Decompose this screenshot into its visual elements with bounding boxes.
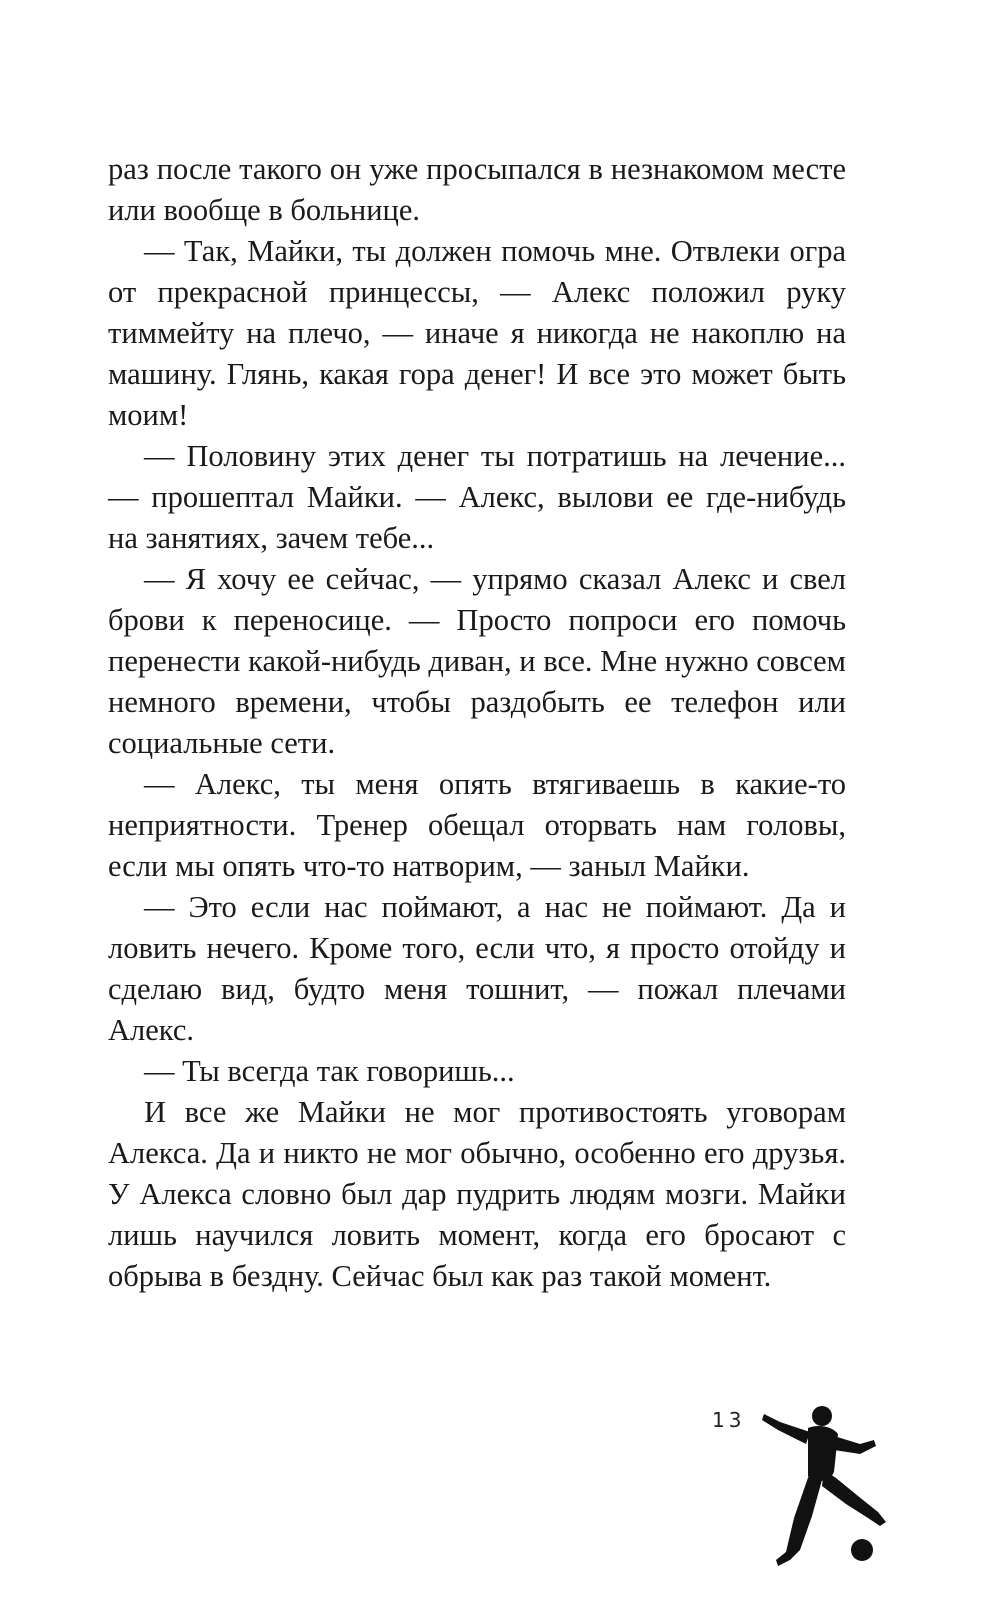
soccer-player-icon	[760, 1400, 890, 1575]
paragraph-4: — Я хочу ее сейчас, — упрямо сказал Алекс и свел брови к переносице. — Просто попроси его помочь перенести какой-нибудь диван, и все. Мне нужно совсем немного времени, чтобы раздобыть ее телефон или социальные сети.	[108, 562, 846, 760]
paragraph-2: — Так, Майки, ты должен помочь мне. Отвлеки огра от прекрасной принцессы, — Алекс положил руку тиммейту на плечо, — иначе я никогда не накоплю на машину. Глянь, какая гора денег! И все это может быть моим!	[108, 234, 846, 432]
paragraph-3: — Половину этих денег ты потратишь на лечение... — прошептал Майки. — Алекс, вылови ее где-нибудь на занятиях, зачем тебе...	[108, 439, 846, 555]
page-body-text	[108, 149, 846, 1297]
page-number: 13	[712, 1408, 746, 1432]
paragraph-1: раз после такого он уже просыпался в незнакомом месте или вообще в больнице.	[108, 152, 846, 227]
paragraph-6: — Это если нас поймают, а нас не поймают. Да и ловить нечего. Кроме того, если что, я просто отойду и сделаю вид, будто меня тошнит, — пожал плечами Алекс.	[108, 890, 846, 1047]
paragraph-8: И все же Майки не мог противостоять уговорам Алекса. Да и никто не мог обычно, особенно его друзья. У Алекса словно был дар пудрить людям мозги. Майки лишь научился ловить момент, когда его бросают с обрыва в бездну. Сейчас был как раз такой момент.	[108, 1095, 846, 1293]
paragraph-7: — Ты всегда так говоришь...	[144, 1054, 515, 1088]
paragraph-5: — Алекс, ты меня опять втягиваешь в какие-то неприятности. Тренер обещал оторвать нам головы, если мы опять что-то натворим, — заныл Майки.	[108, 767, 846, 883]
